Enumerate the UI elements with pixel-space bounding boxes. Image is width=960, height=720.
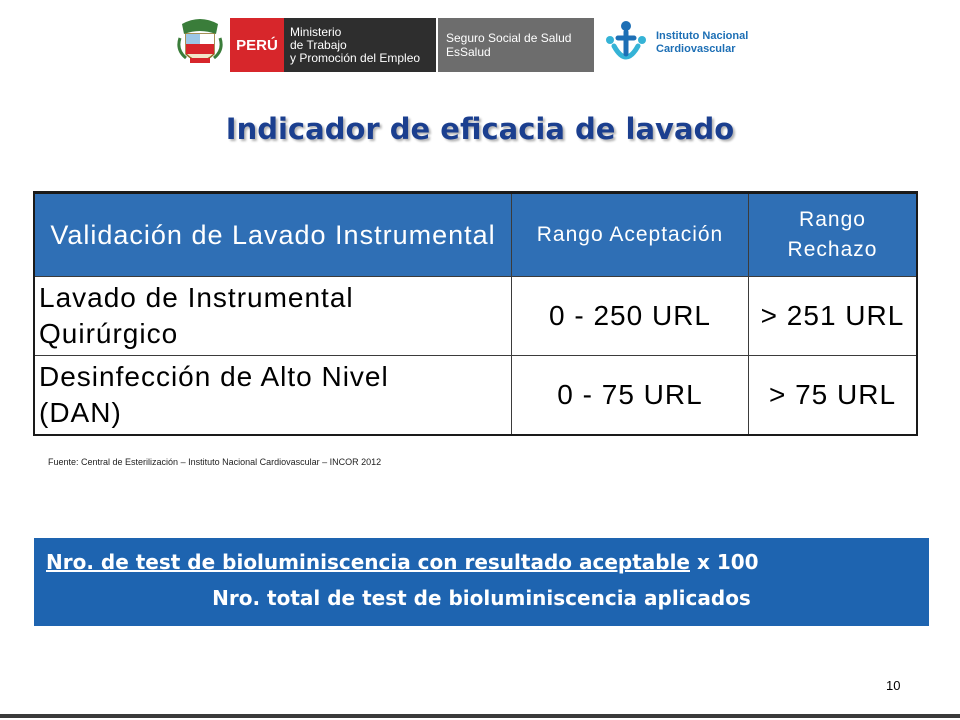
- table-row: [34, 356, 917, 436]
- formula-denominator: Nro. total de test de bioluminiscencia aplicados: [212, 586, 751, 610]
- validation-table: [33, 191, 918, 436]
- source-note: Fuente: Central de Esterilización – Instituto Nacional Cardiovascular – INCOR 2012: [48, 457, 382, 467]
- rejection-value: > 75 URL: [749, 356, 918, 436]
- incor-icon: [598, 16, 654, 72]
- coat-of-arms-icon: [176, 14, 224, 70]
- formula-numerator-line: [46, 550, 759, 574]
- formula-numerator: Nro. de test de bioluminiscencia con resultado aceptable: [46, 550, 690, 574]
- rejection-value: > 251 URL: [749, 277, 918, 356]
- peru-label: PERÚ: [230, 18, 284, 72]
- formula-box: [34, 538, 929, 626]
- page-title: Indicador de eficacia de lavado: [225, 112, 735, 146]
- header-acceptance: Rango Aceptación: [512, 193, 749, 277]
- acceptance-value: 0 - 250 URL: [512, 277, 749, 356]
- incor-logo: [598, 16, 768, 72]
- row-label: Lavado de Instrumental Quirúrgico: [34, 277, 512, 356]
- essalud-label: Seguro Social de Salud EsSalud: [438, 18, 594, 72]
- row-label: Desinfección de Alto Nivel (DAN): [34, 356, 512, 436]
- header-logos: [0, 14, 960, 70]
- page-number: 10: [886, 678, 901, 693]
- header-rejection: Rango Rechazo: [749, 193, 918, 277]
- acceptance-value: 0 - 75 URL: [512, 356, 749, 436]
- table-row: [34, 277, 917, 356]
- header-validation: Validación de Lavado Instrumental: [34, 193, 512, 277]
- ministry-label: Ministerio de Trabajo y Promoción del Empleo: [284, 18, 436, 72]
- formula-multiplier: x 100: [690, 550, 759, 574]
- bottom-divider: [0, 714, 960, 718]
- incor-label: Instituto Nacional Cardiovascular: [656, 30, 749, 55]
